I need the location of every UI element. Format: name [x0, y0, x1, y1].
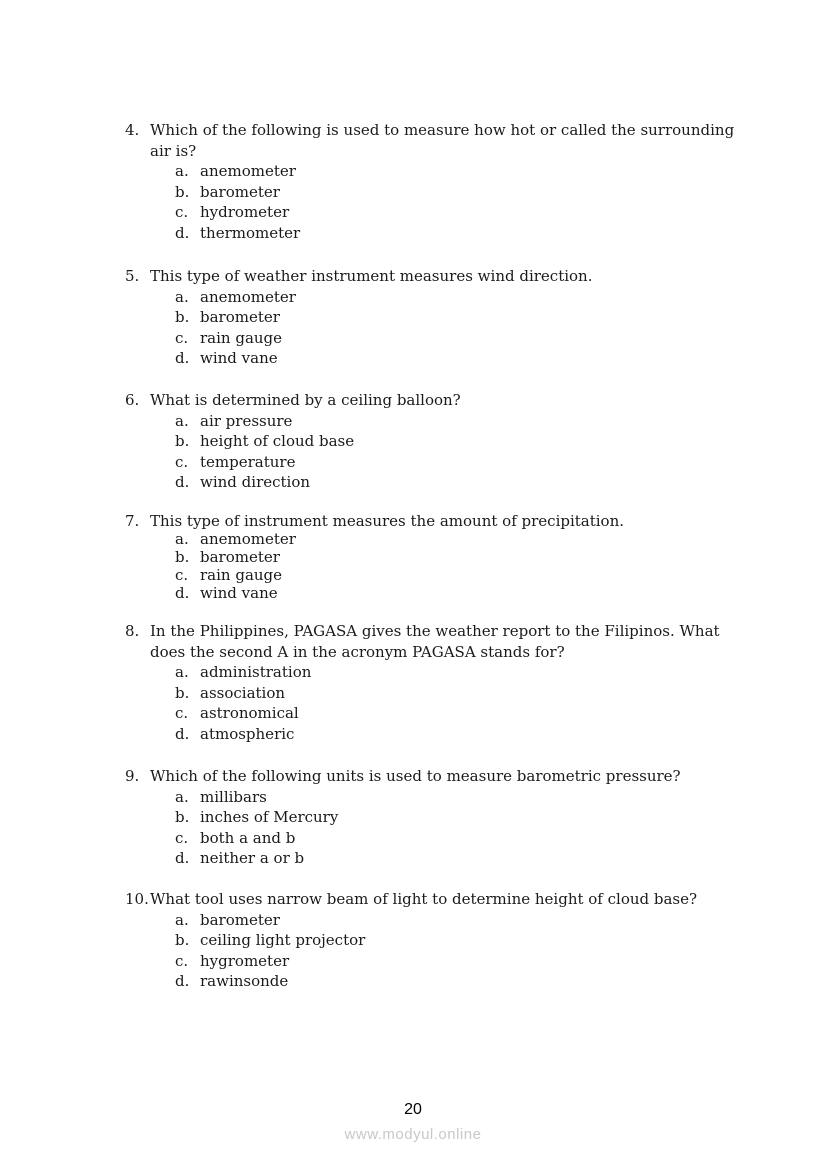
- option-list: [125, 411, 735, 493]
- option-text: administration: [200, 663, 312, 681]
- option-text: association: [200, 683, 286, 702]
- question-text: Which of the following units is used to measure barometric pressure?: [150, 767, 681, 785]
- option-b: [175, 807, 735, 828]
- option-letter: a.: [175, 162, 189, 180]
- option-text: anemometer: [200, 530, 296, 548]
- option-text: barometer: [200, 910, 280, 929]
- option-letter: d.: [175, 849, 190, 867]
- question-number: 5.: [125, 267, 140, 285]
- option-letter: a.: [175, 411, 189, 430]
- question-text: Which of the following is used to measure how hot or called the surrounding air is?: [150, 121, 735, 160]
- option-text: inches of Mercury: [200, 808, 339, 826]
- option-c: [175, 828, 735, 849]
- question-stem: [125, 621, 735, 662]
- question-text: What tool uses narrow beam of light to determine height of cloud base?: [150, 890, 698, 908]
- option-a: [175, 787, 735, 808]
- question-stem: [125, 120, 735, 161]
- option-text: thermometer: [200, 223, 301, 242]
- option-letter: c.: [175, 566, 189, 584]
- option-letter: d.: [175, 349, 190, 367]
- question-text: This type of weather instrument measures wind direction.: [150, 267, 593, 285]
- option-letter: b.: [175, 432, 190, 450]
- option-d: [175, 223, 735, 244]
- option-letter: c.: [175, 328, 189, 347]
- option-text: wind direction: [200, 473, 311, 491]
- question-stem: [125, 766, 735, 787]
- option-letter: a.: [175, 787, 189, 806]
- question-stem: [125, 266, 735, 287]
- question-stem: [125, 889, 735, 910]
- option-letter: b.: [175, 548, 190, 566]
- question-4: [125, 120, 735, 243]
- option-b: [175, 431, 735, 452]
- question-7: [125, 512, 735, 602]
- question-9: [125, 766, 735, 869]
- option-text: astronomical: [200, 704, 299, 722]
- option-list: [125, 530, 735, 602]
- option-letter: d.: [175, 223, 190, 242]
- option-text: rain gauge: [200, 566, 283, 584]
- option-text: anemometer: [200, 287, 296, 306]
- option-list: [125, 161, 735, 243]
- option-letter: b.: [175, 808, 190, 826]
- option-a: [175, 662, 735, 683]
- option-d: [175, 348, 735, 369]
- question-number: 4.: [125, 121, 140, 139]
- option-letter: a.: [175, 287, 189, 306]
- option-c: [175, 566, 735, 584]
- option-list: [125, 287, 735, 369]
- question-6: [125, 390, 735, 493]
- question-text: This type of instrument measures the amount of precipitation.: [150, 512, 625, 530]
- option-d: [175, 848, 735, 869]
- option-text: ceiling light projector: [200, 931, 366, 949]
- option-letter: c.: [175, 452, 189, 471]
- option-a: [175, 910, 735, 931]
- option-d: [175, 584, 735, 602]
- option-letter: d.: [175, 473, 190, 491]
- option-d: [175, 724, 735, 745]
- option-text: millibars: [200, 787, 267, 806]
- option-letter: c.: [175, 203, 189, 221]
- option-a: [175, 530, 735, 548]
- option-text: barometer: [200, 548, 280, 566]
- option-letter: b.: [175, 182, 190, 201]
- option-text: barometer: [200, 308, 280, 326]
- option-letter: b.: [175, 931, 190, 949]
- option-b: [175, 683, 735, 704]
- option-letter: c.: [175, 704, 189, 722]
- option-letter: a.: [175, 530, 189, 548]
- option-list: [125, 910, 735, 992]
- option-a: [175, 287, 735, 308]
- option-text: atmospheric: [200, 724, 295, 743]
- question-5: [125, 266, 735, 369]
- option-b: [175, 548, 735, 566]
- option-b: [175, 930, 735, 951]
- option-c: [175, 202, 735, 223]
- option-letter: a.: [175, 910, 189, 929]
- option-text: wind vane: [200, 349, 278, 367]
- option-letter: a.: [175, 663, 189, 681]
- option-text: wind vane: [200, 584, 278, 602]
- option-c: [175, 703, 735, 724]
- question-text: What is determined by a ceiling balloon?: [150, 391, 461, 409]
- question-8: [125, 621, 735, 744]
- option-text: rawinsonde: [200, 972, 289, 990]
- question-number: 8.: [125, 622, 140, 640]
- question-stem: [125, 390, 735, 411]
- question-10: [125, 889, 735, 992]
- option-list: [125, 787, 735, 869]
- option-text: rain gauge: [200, 328, 283, 347]
- option-text: anemometer: [200, 162, 296, 180]
- watermark: www.modyul.online: [344, 1126, 482, 1143]
- option-d: [175, 971, 735, 992]
- question-number: 9.: [125, 767, 140, 785]
- option-letter: b.: [175, 683, 190, 702]
- option-list: [125, 662, 735, 744]
- option-letter: d.: [175, 724, 190, 743]
- option-c: [175, 951, 735, 972]
- option-b: [175, 307, 735, 328]
- question-text: In the Philippines, PAGASA gives the weather report to the Filipinos. What does the second A in the acronym PAGASA stands for?: [150, 622, 720, 661]
- option-letter: d.: [175, 972, 190, 990]
- page-number: 20: [404, 1101, 422, 1118]
- option-letter: d.: [175, 584, 190, 602]
- option-letter: c.: [175, 828, 189, 847]
- option-text: hygrometer: [200, 951, 290, 970]
- option-text: height of cloud base: [200, 432, 355, 450]
- option-c: [175, 452, 735, 473]
- option-text: air pressure: [200, 411, 293, 430]
- option-text: barometer: [200, 182, 280, 201]
- question-number: 7.: [125, 512, 140, 530]
- option-letter: b.: [175, 308, 190, 326]
- option-text: neither a or b: [200, 849, 305, 867]
- option-b: [175, 182, 735, 203]
- option-a: [175, 161, 735, 182]
- question-number: 6.: [125, 391, 140, 409]
- option-text: temperature: [200, 452, 296, 471]
- option-a: [175, 411, 735, 432]
- question-number: 10.: [125, 890, 149, 908]
- option-text: hydrometer: [200, 203, 290, 221]
- option-c: [175, 328, 735, 349]
- option-d: [175, 472, 735, 493]
- question-stem: [125, 512, 735, 530]
- option-text: both a and b: [200, 828, 296, 847]
- option-letter: c.: [175, 951, 189, 970]
